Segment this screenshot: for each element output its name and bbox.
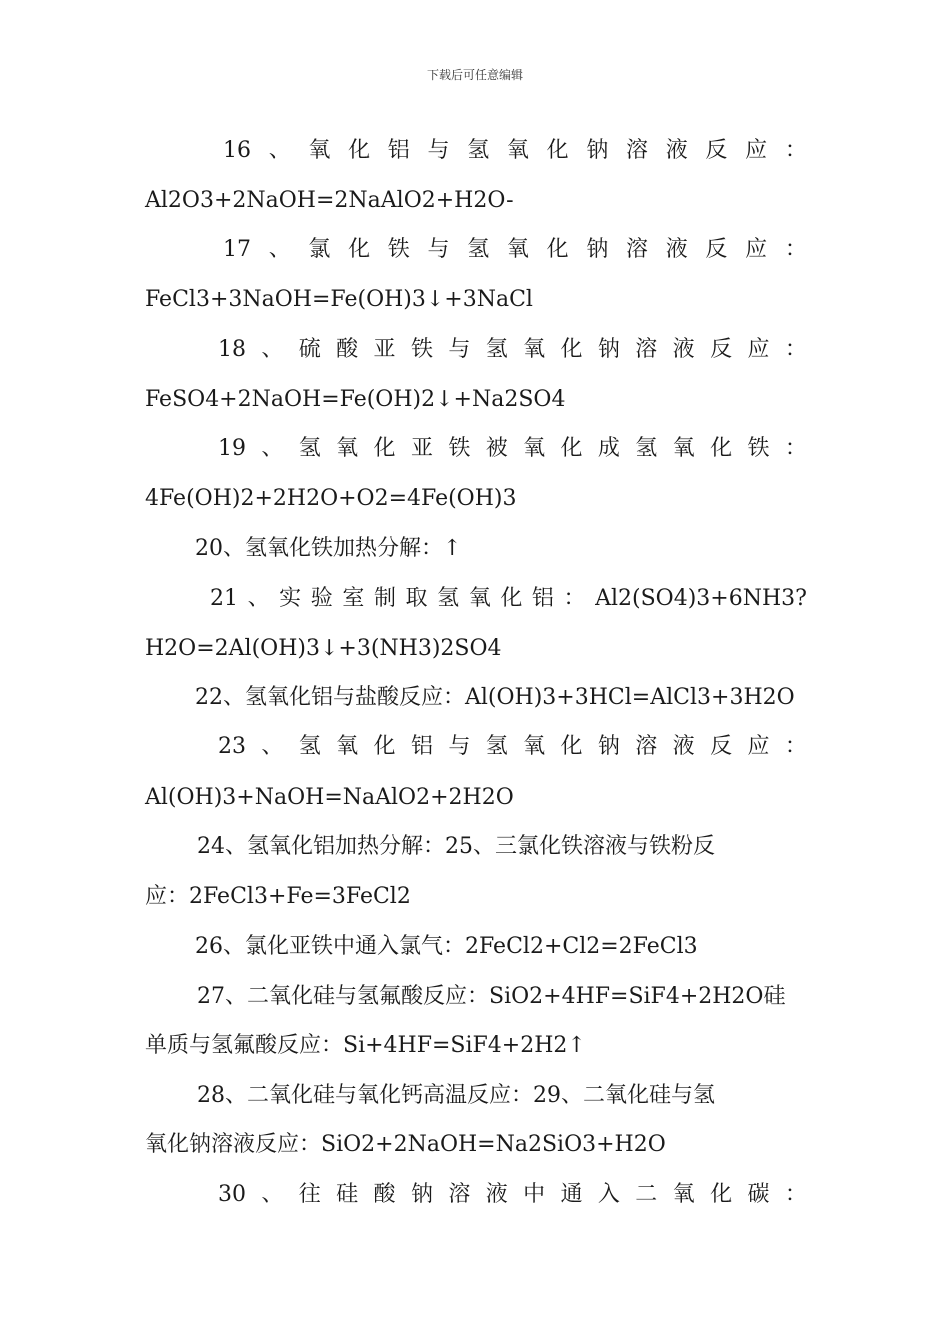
title-char: 氢 — [467, 138, 490, 163]
title-char: ： — [784, 337, 807, 362]
title-char: 化 — [500, 586, 523, 611]
title-char: 化 — [348, 237, 371, 262]
title-char: 、 — [261, 1182, 284, 1207]
item-28-text: 28、二氧化硅与氧化钙高温反应：29、二氧化硅与氢 — [197, 1083, 715, 1108]
title-char: 19 — [218, 436, 246, 461]
title-char: 氢 — [485, 337, 508, 362]
title-char: 取 — [405, 586, 428, 611]
title-char: 18 — [218, 337, 246, 362]
title-char: 铁 — [747, 436, 770, 461]
title-char: 被 — [485, 436, 508, 461]
title-char: 液 — [665, 138, 688, 163]
item-21-equation: H2O=2Al(OH)3↓+3(NH3)2SO4 — [145, 636, 502, 661]
title-char: 化 — [373, 734, 396, 759]
title-char: 铝 — [387, 138, 410, 163]
item-20-text: 20、氢氧化铁加热分解：↑ — [195, 536, 462, 561]
title-char: 液 — [672, 337, 695, 362]
title-char: 反 — [710, 734, 733, 759]
item-18-title — [218, 335, 807, 365]
title-char: ： — [784, 436, 807, 461]
title-char: 铁 — [448, 436, 471, 461]
title-char: 化 — [710, 436, 733, 461]
item-22-text: 22、氢氧化铝与盐酸反应：Al(OH)3+3HCl=AlCl3+3H2O — [195, 685, 795, 710]
title-char: 钠 — [586, 237, 609, 262]
title-char: 化 — [710, 1182, 733, 1207]
title-char: 酸 — [373, 1182, 396, 1207]
title-char: 二 — [635, 1182, 658, 1207]
item-28-continuation: 氧化钠溶液反应：SiO2+2NaOH=Na2SiO3+H2O — [145, 1132, 666, 1157]
title-char: 验 — [310, 586, 333, 611]
title-char: 反 — [705, 138, 728, 163]
title-char: 铝 — [531, 586, 554, 611]
item-19-title — [218, 434, 807, 464]
title-char: 钠 — [410, 1182, 433, 1207]
title-char: 23 — [218, 734, 246, 759]
title-char: 铁 — [410, 337, 433, 362]
title-char: ： — [784, 237, 807, 262]
title-char: 30 — [218, 1182, 246, 1207]
title-char: 溶 — [448, 1182, 471, 1207]
item-16-equation: Al2O3+2NaOH=2NaAlO2+H2O- — [145, 188, 514, 213]
title-char: 与 — [427, 138, 450, 163]
title-char: 氢 — [437, 586, 460, 611]
title-char: 氧 — [506, 237, 529, 262]
title-char: 液 — [665, 237, 688, 262]
title-char: 反 — [705, 237, 728, 262]
title-char: 硫 — [298, 337, 321, 362]
item-19-equation: 4Fe(OH)2+2H2O+O2=4Fe(OH)3 — [145, 486, 517, 511]
title-char: 化 — [560, 436, 583, 461]
title-char: 化 — [560, 337, 583, 362]
title-char: 亚 — [373, 337, 396, 362]
item-27-text: 27、二氧化硅与氢氟酸反应：SiO2+4HF=SiF4+2H2O硅 — [197, 984, 786, 1009]
title-char: 化 — [546, 138, 569, 163]
title-char: 亚 — [410, 436, 433, 461]
title-char: 氧 — [336, 436, 359, 461]
title-char: 氧 — [506, 138, 529, 163]
title-char: 溶 — [626, 138, 649, 163]
title-char: ： — [563, 586, 586, 611]
title-char: 应 — [747, 734, 770, 759]
title-char: 氢 — [485, 734, 508, 759]
title-char: 21 — [210, 586, 238, 611]
title-char: 、 — [247, 586, 270, 611]
item-21-title — [210, 584, 807, 614]
item-26-text: 26、氯化亚铁中通入氯气：2FeCl2+Cl2=2FeCl3 — [195, 934, 698, 959]
title-char: 硅 — [336, 1182, 359, 1207]
item-30-title — [218, 1180, 807, 1210]
title-char: 、 — [261, 734, 284, 759]
item-17-equation: FeCl3+3NaOH=Fe(OH)3↓+3NaCl — [145, 287, 533, 312]
title-char: ： — [784, 1182, 807, 1207]
item-27-continuation: 单质与氢氟酸反应：Si+4HF=SiF4+2H2↑ — [145, 1033, 586, 1058]
title-char: 氧 — [672, 436, 695, 461]
page-header: 下载后可任意编辑 — [426, 68, 523, 82]
title-char: 反 — [710, 337, 733, 362]
title-char: 中 — [523, 1182, 546, 1207]
title-char: 化 — [546, 237, 569, 262]
item-24-text: 24、氢氧化铝加热分解：25、三氯化铁溶液与铁粉反 — [197, 834, 715, 859]
title-char: 室 — [342, 586, 365, 611]
title-char: 氧 — [468, 586, 491, 611]
title-char: 液 — [672, 734, 695, 759]
title-char: 氢 — [298, 734, 321, 759]
title-char: 应 — [747, 337, 770, 362]
title-char: 成 — [597, 436, 620, 461]
title-char: 应 — [745, 237, 768, 262]
title-char: 化 — [348, 138, 371, 163]
title-char: 氯 — [308, 237, 331, 262]
title-char: 溶 — [635, 734, 658, 759]
title-char: 、 — [268, 237, 291, 262]
title-char: 氢 — [298, 436, 321, 461]
title-char: 应 — [745, 138, 768, 163]
title-char: 与 — [427, 237, 450, 262]
title-char: 溶 — [635, 337, 658, 362]
title-char: 往 — [298, 1182, 321, 1207]
title-char: 氧 — [308, 138, 331, 163]
title-char: 氧 — [336, 734, 359, 759]
title-char: 入 — [597, 1182, 620, 1207]
title-char: 与 — [448, 337, 471, 362]
title-char: 钠 — [586, 138, 609, 163]
title-char: 与 — [448, 734, 471, 759]
title-char: 铁 — [387, 237, 410, 262]
item-24-continuation: 应：2FeCl3+Fe=3FeCl2 — [145, 884, 411, 909]
title-char: 氧 — [523, 734, 546, 759]
item-17-title — [223, 235, 807, 265]
title-char: 化 — [373, 436, 396, 461]
item-23-equation: Al(OH)3+NaOH=NaAlO2+2H2O — [145, 785, 514, 810]
title-char: ： — [784, 138, 807, 163]
item-23-title — [218, 732, 807, 762]
title-char: 液 — [485, 1182, 508, 1207]
title-char: 、 — [261, 337, 284, 362]
item-18-equation: FeSO4+2NaOH=Fe(OH)2↓+Na2SO4 — [145, 387, 566, 412]
title-char: 氧 — [523, 436, 546, 461]
title-char: 溶 — [626, 237, 649, 262]
title-char: 氢 — [635, 436, 658, 461]
item-16-title — [223, 136, 807, 166]
title-char: 、 — [261, 436, 284, 461]
title-char: Al2(SO4)3+6NH3? — [595, 586, 807, 611]
title-char: 酸 — [336, 337, 359, 362]
title-char: 、 — [268, 138, 291, 163]
title-char: 化 — [560, 734, 583, 759]
title-char: 17 — [223, 237, 251, 262]
title-char: ： — [784, 734, 807, 759]
title-char: 实 — [279, 586, 302, 611]
title-char: 碳 — [747, 1182, 770, 1207]
title-char: 铝 — [410, 734, 433, 759]
title-char: 制 — [373, 586, 396, 611]
title-char: 氧 — [523, 337, 546, 362]
title-char: 氢 — [467, 237, 490, 262]
title-char: 氧 — [672, 1182, 695, 1207]
title-char: 16 — [223, 138, 251, 163]
title-char: 钠 — [597, 337, 620, 362]
title-char: 钠 — [597, 734, 620, 759]
title-char: 通 — [560, 1182, 583, 1207]
